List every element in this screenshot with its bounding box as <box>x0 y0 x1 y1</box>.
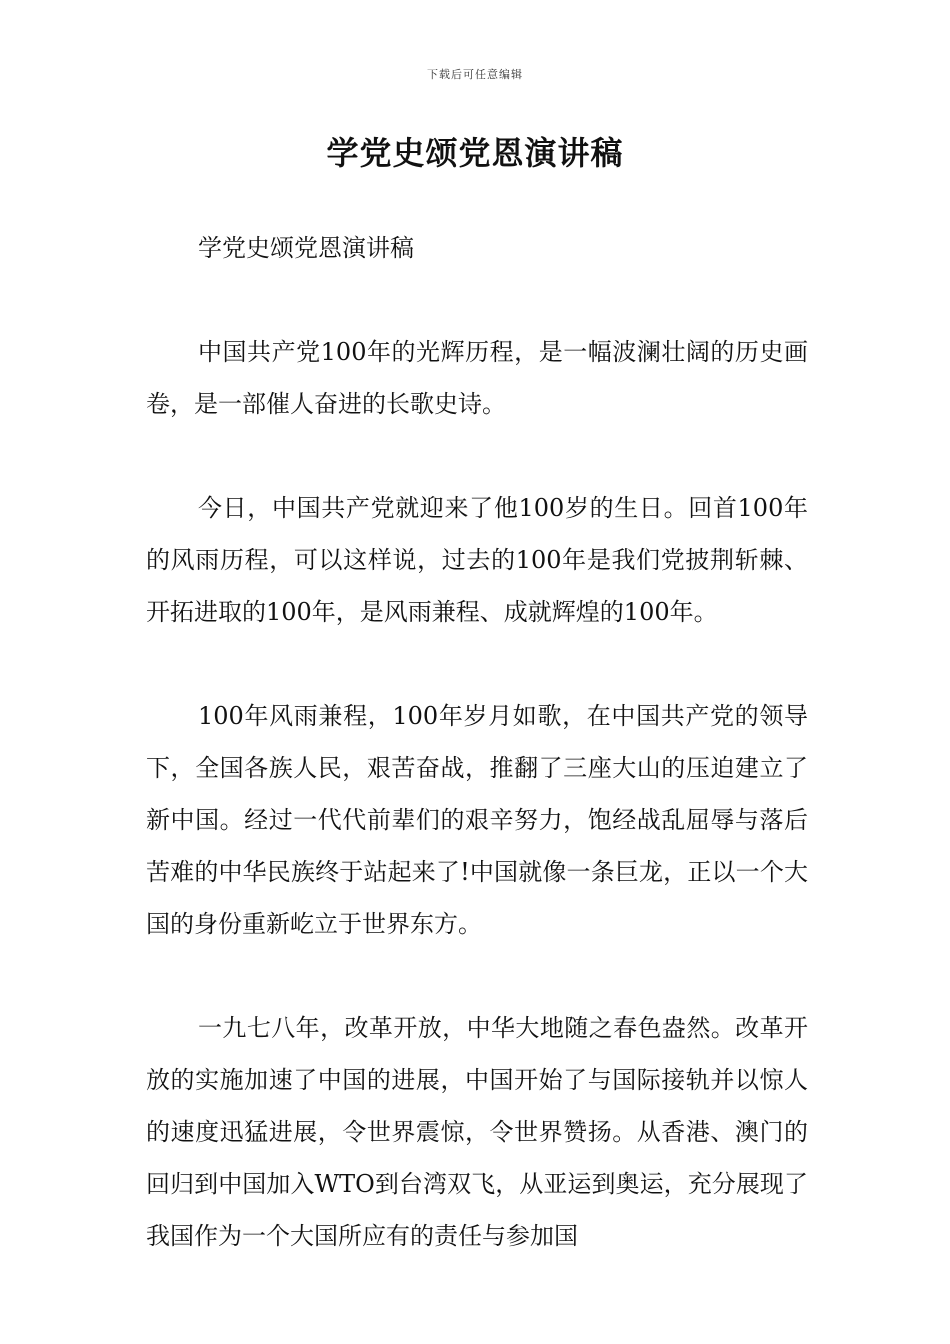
paragraph-3: 100年风雨兼程，100年岁月如歌，在中国共产党的领导下，全国各族人民，艰苦奋战，推翻了三座大山的压迫建立了新中国。经过一代代前辈们的艰辛努力，饱经战乱屈辱与落后苦难的中华民族终于站起来了!中国就像一条巨龙，正以一个大国的身份重新屹立于世界东方。 <box>146 702 808 938</box>
paragraph-subtitle: 学党史颂党恩演讲稿 <box>198 234 414 262</box>
document-body <box>146 222 808 1262</box>
document-title: 学党史颂党恩演讲稿 <box>326 134 624 172</box>
paragraph-4: 一九七八年，改革开放，中华大地随之春色盎然。改革开放的实施加速了中国的进展，中国开始了与国际接轨并以惊人的速度迅猛进展，令世界震惊，令世界赞扬。从香港、澳门的回归到中国加入WTO到台湾双飞，从亚运到奥运，充分展现了我国作为一个大国所应有的责任与参加国 <box>146 1014 808 1250</box>
paragraph-1: 中国共产党100年的光辉历程，是一幅波澜壮阔的历史画卷，是一部催人奋进的长歌史诗。 <box>146 338 808 418</box>
page-header-note: 下载后可任意编辑 <box>427 68 523 81</box>
paragraph-2: 今日，中国共产党就迎来了他100岁的生日。回首100年的风雨历程，可以这样说，过去的100年是我们党披荆斩棘、开拓进取的100年，是风雨兼程、成就辉煌的100年。 <box>146 494 808 626</box>
